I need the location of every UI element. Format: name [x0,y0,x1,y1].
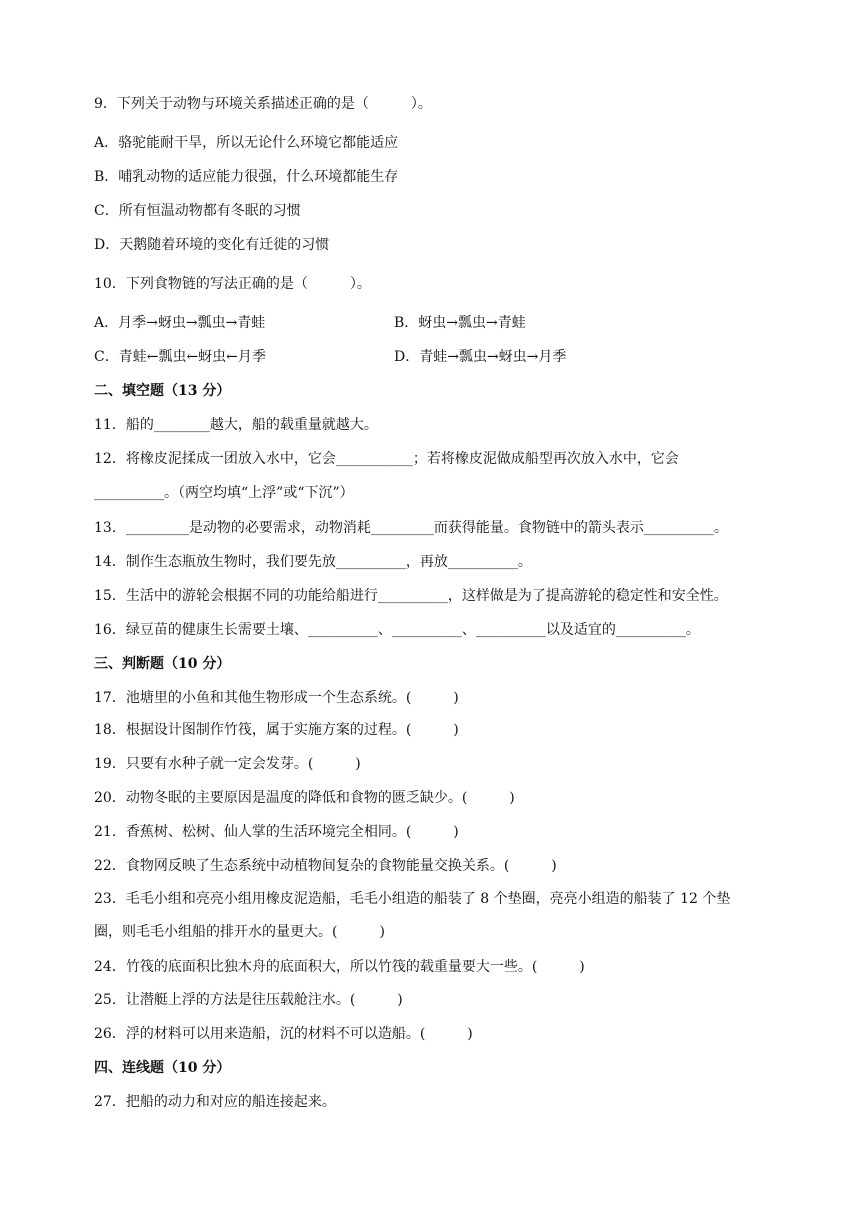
q27: 27．把船的动力和对应的船连接起来。 [94,1094,336,1110]
q26: 26．浮的材料可以用来造船，沉的材料不可以造船。( ) [94,1026,473,1042]
section3-heading: 三、判断题（10 分） [94,656,231,672]
q10-option-row-2 [94,347,780,367]
q18: 18．根据设计图制作竹筏，属于实施方案的过程。( ) [94,722,459,738]
q21: 21．香蕉树、松树、仙人掌的生活环境完全相同。( ) [94,824,459,840]
q11: 11．船的________越大，船的载重量就越大。 [94,417,378,433]
q10-option-b: B．蚜虫→瓢虫→青蛙 [394,315,526,331]
section2-heading: 二、填空题（13 分） [94,383,231,399]
q16: 16．绿豆苗的健康生长需要土壤、__________、__________、__________以及适宜的__________。 [94,622,700,638]
q9-stem: 9．下列关于动物与环境关系描述正确的是（ ）。 [94,96,432,112]
q14: 14．制作生态瓶放生物时，我们要先放__________，再放__________。 [94,554,532,570]
q19: 19．只要有水种子就一定会发芽。( ) [94,756,361,772]
q10-option-c: C．青蛙←瓢虫←蚜虫←月季 [94,349,266,365]
section4-heading: 四、连线题（10 分） [94,1060,231,1076]
q25: 25．让潜艇上浮的方法是往压载舱注水。( ) [94,992,403,1008]
q10-option-row-1 [94,313,780,333]
q20: 20．动物冬眠的主要原因是温度的降低和食物的匮乏缺少。( ) [94,790,515,806]
q9-option-c: C．所有恒温动物都有冬眠的习惯 [94,203,301,219]
q12-line-1: 12．将橡皮泥揉成一团放入水中，它会___________；若将橡皮泥做成船型再次放入水中，它会 [94,451,679,467]
q10-option-d: D．青蛙→瓢虫→蚜虫→月季 [394,349,567,365]
q12-line-2: __________。（两空均填“上浮”或“下沉”） [94,485,354,501]
q10-stem: 10．下列食物链的写法正确的是（ ）。 [94,276,371,292]
q9-option-b: B．哺乳动物的适应能力很强，什么环境都能生存 [94,169,399,185]
q17: 17．池塘里的小鱼和其他生物形成一个生态系统。( ) [94,690,459,706]
q24: 24．竹筏的底面积比独木舟的底面积大，所以竹筏的载重量要大一些。( ) [94,959,585,975]
q13: 13．_________是动物的必要需求，动物消耗_________而获得能量。食物链中的箭头表示__________。 [94,520,728,536]
q23-line-1: 23．毛毛小组和亮亮小组用橡皮泥造船，毛毛小组造的船装了 8 个垫圈，亮亮小组造的船装了 12 个垫 [94,891,731,907]
q23-line-2: 圈，则毛毛小组船的排开水的量更大。( ) [94,924,385,940]
q9-option-d: D．天鹅随着环境的变化有迁徙的习惯 [94,237,330,253]
q22: 22．食物网反映了生态系统中动植物间复杂的食物能量交换关系。( ) [94,858,557,874]
q9-option-a: A．骆驼能耐干旱，所以无论什么环境它都能适应 [94,135,399,151]
q10-option-a: A．月季→蚜虫→瓢虫→青蛙 [94,315,266,331]
q15: 15．生活中的游轮会根据不同的功能给船进行__________，这样做是为了提高游轮的稳定性和安全性。 [94,588,728,604]
